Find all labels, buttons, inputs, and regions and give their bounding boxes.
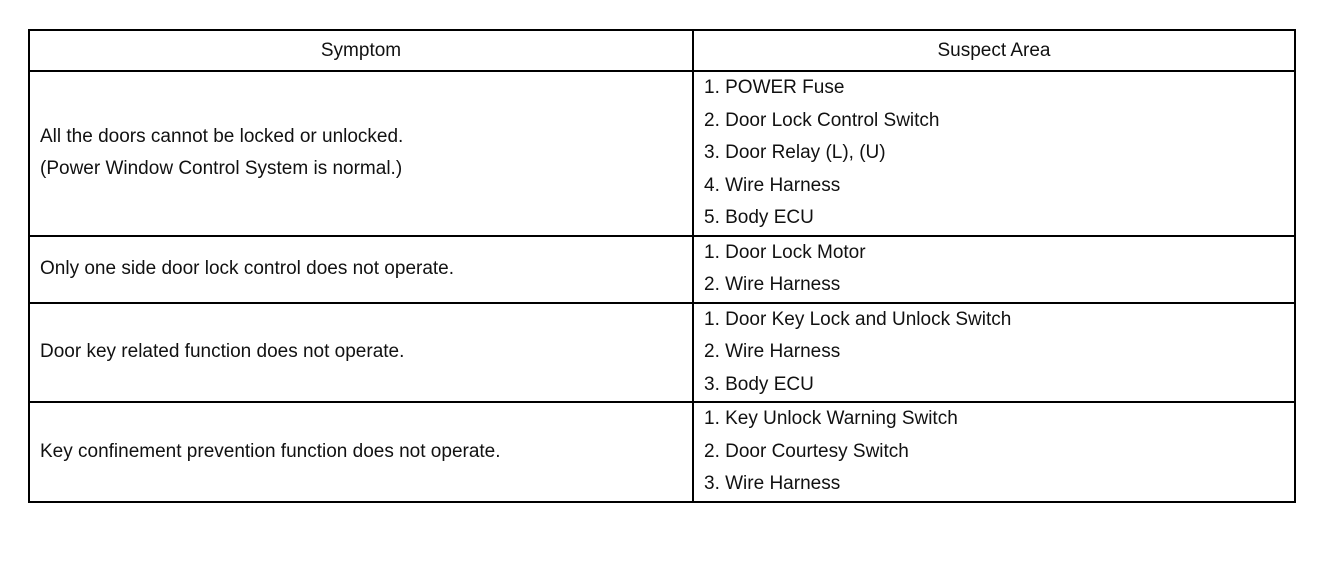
suspect-area-item: 1. Door Key Lock and Unlock Switch <box>704 308 1012 330</box>
suspect-area-item: 1. POWER Fuse <box>704 77 845 98</box>
suspect-area-item: 2. Wire Harness <box>704 274 841 295</box>
symptom-cell <box>29 71 693 236</box>
suspect-area-item: 3. Body ECU <box>704 373 814 395</box>
suspect-area-header: Suspect Area <box>693 30 1295 71</box>
symptom-cell <box>29 402 693 502</box>
suspect-area-list <box>704 72 1294 235</box>
suspect-area-list <box>704 403 1294 501</box>
suspect-area-cell <box>693 71 1295 236</box>
symptom-header: Symptom <box>29 30 693 71</box>
suspect-area-item: 1. Key Unlock Warning Switch <box>704 408 958 429</box>
suspect-area-cell <box>693 236 1295 303</box>
suspect-area-item: 5. Body ECU <box>704 207 814 228</box>
symptom-table <box>28 29 1296 503</box>
suspect-area-item: 2. Door Lock Control Switch <box>704 109 940 131</box>
symptom-text: Only one side door lock control does not operate. <box>40 258 455 279</box>
suspect-area-item: 2. Door Courtesy Switch <box>704 440 909 462</box>
table-row <box>29 402 1295 502</box>
suspect-area-item: 1. Door Lock Motor <box>704 241 866 263</box>
symptom-text: Door key related function does not operate. <box>40 341 405 363</box>
symptom-cell <box>29 236 693 303</box>
suspect-area-cell <box>693 303 1295 403</box>
table-row <box>29 303 1295 403</box>
symptom-text: All the doors cannot be locked or unlocked. <box>40 126 404 148</box>
symptom-text: Key confinement prevention function does not operate. <box>40 440 501 462</box>
suspect-area-item: 3. Wire Harness <box>704 473 841 494</box>
suspect-area-cell <box>693 402 1295 502</box>
table-row <box>29 236 1295 303</box>
symptom-text: (Power Window Control System is normal.) <box>40 158 403 180</box>
symptom-cell <box>29 303 693 403</box>
header-row <box>29 30 1295 71</box>
suspect-area-item: 3. Door Relay (L), (U) <box>704 142 886 163</box>
suspect-area-item: 4. Wire Harness <box>704 174 841 196</box>
suspect-area-list <box>704 304 1294 402</box>
table-row <box>29 71 1295 236</box>
suspect-area-item: 2. Wire Harness <box>704 341 841 362</box>
suspect-area-list <box>704 237 1294 302</box>
